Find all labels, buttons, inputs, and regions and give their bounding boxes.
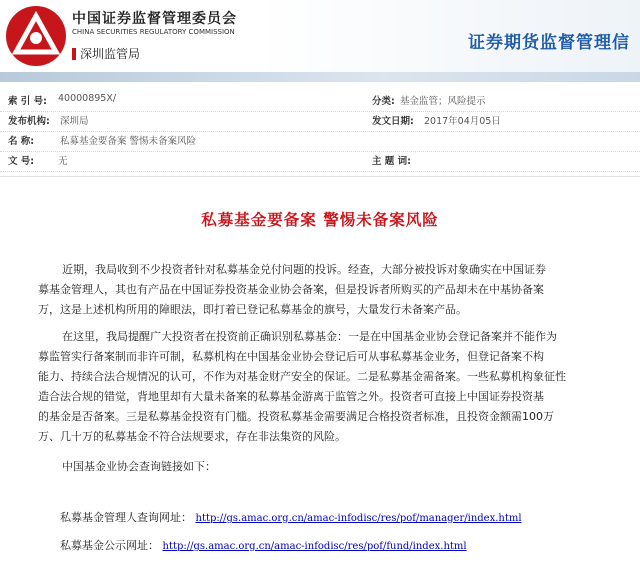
paragraph-line: 募基金管理人，其也有产品在中国证券投资基金业协会备案，但是投诉者所购买的产品却未在中基协备案 [38, 283, 544, 296]
divider [0, 176, 640, 177]
article-paragraph-2-cont [38, 347, 638, 447]
meta-row [0, 133, 640, 152]
article-paragraph-2 [62, 327, 640, 347]
links-intro [62, 457, 640, 477]
paragraph-line: 万，这是上述机构所用的障眼法，即打着已登记私募基金的旗号，大量发行未备案产品。 [38, 303, 467, 316]
date-label: 发文日期: [372, 116, 414, 127]
site-header [0, 0, 640, 82]
paragraph-line: 造合法合规的错觉，背地里却有大量未备案的私募基金游离于监管之外。投资者可直接上中国证券投资基 [38, 390, 544, 403]
org-bureau [72, 45, 140, 62]
article-title: 私募基金要备案 警惕未备案风险 [201, 211, 439, 229]
meta-row [0, 113, 640, 132]
banner-title: 证券期货监督管理信 [468, 33, 630, 53]
fund-link-row [60, 537, 467, 553]
docno-label: 文 号: [8, 156, 35, 167]
meta-row [0, 153, 640, 172]
paragraph-line: 能力、持续合法合规情况的认可，不作为对基金财产安全的保证。二是私募基金需备案。一些私募机构象征性 [38, 370, 566, 383]
header-band [0, 72, 640, 82]
manager-link-label: 私募基金管理人查询网址： [60, 511, 192, 524]
index-value: 40000895X/ [58, 93, 117, 104]
name-value: 私募基金要备案 警惕未备案风险 [60, 136, 197, 147]
manager-link-row [60, 509, 522, 525]
org-bureau-label: 深圳监管局 [80, 47, 141, 61]
org-name-en: CHINA SECURITIES REGULATORY COMMISSION [72, 28, 235, 36]
article-paragraph-1 [62, 260, 640, 280]
accent-bar [72, 48, 76, 60]
article-paragraph-1-cont [38, 280, 638, 320]
paragraph-line: 募监管实行备案制而非许可制，私募机构在中国基金业协会登记后可从事私募基金业务，但登记备案不构 [38, 350, 544, 363]
docno-value: 无 [58, 156, 68, 167]
fund-link-label: 私募基金公示网址： [60, 539, 159, 552]
links-intro-text: 中国基金业协会查询链接如下： [62, 460, 216, 473]
index-label: 索 引 号: [8, 96, 47, 107]
manager-query-link[interactable]: http://gs.amac.org.cn/amac-infodisc/res/pof/manager/index.html [195, 513, 522, 524]
name-label: 名 称: [8, 136, 35, 147]
org-name-cn: 中国证券监督管理委员会 [72, 11, 237, 27]
date-value: 2017年04月05日 [424, 116, 501, 127]
publisher-value: 深圳局 [60, 116, 89, 127]
meta-row [0, 93, 640, 112]
category-label: 分类: [372, 96, 395, 107]
paragraph-line: 万、几十万的私募基金不符合法规要求，存在非法集资的风险。 [38, 430, 346, 443]
publisher-label: 发布机构: [8, 116, 50, 127]
category-value: 基金监管；风险提示 [400, 96, 486, 107]
csrc-logo-icon [4, 4, 68, 68]
paragraph-line: 的基金是否备案。三是私募基金投资有门槛。投资私募基金需要满足合格投资者标准，且投资金额需100万 [38, 410, 554, 423]
keywords-label: 主 题 词: [372, 156, 411, 167]
fund-public-link[interactable]: http://gs.amac.org.cn/amac-infodisc/res/pof/fund/index.html [162, 541, 467, 552]
paragraph-line: 在这里，我局提醒广大投资者在投资前正确识别私募基金：一是在中国基金业协会登记备案并不能作为 [62, 330, 557, 343]
paragraph-line: 近期，我局收到不少投资者针对私募基金兑付问题的投诉。经查，大部分被投诉对象确实在中国证券 [62, 263, 546, 276]
